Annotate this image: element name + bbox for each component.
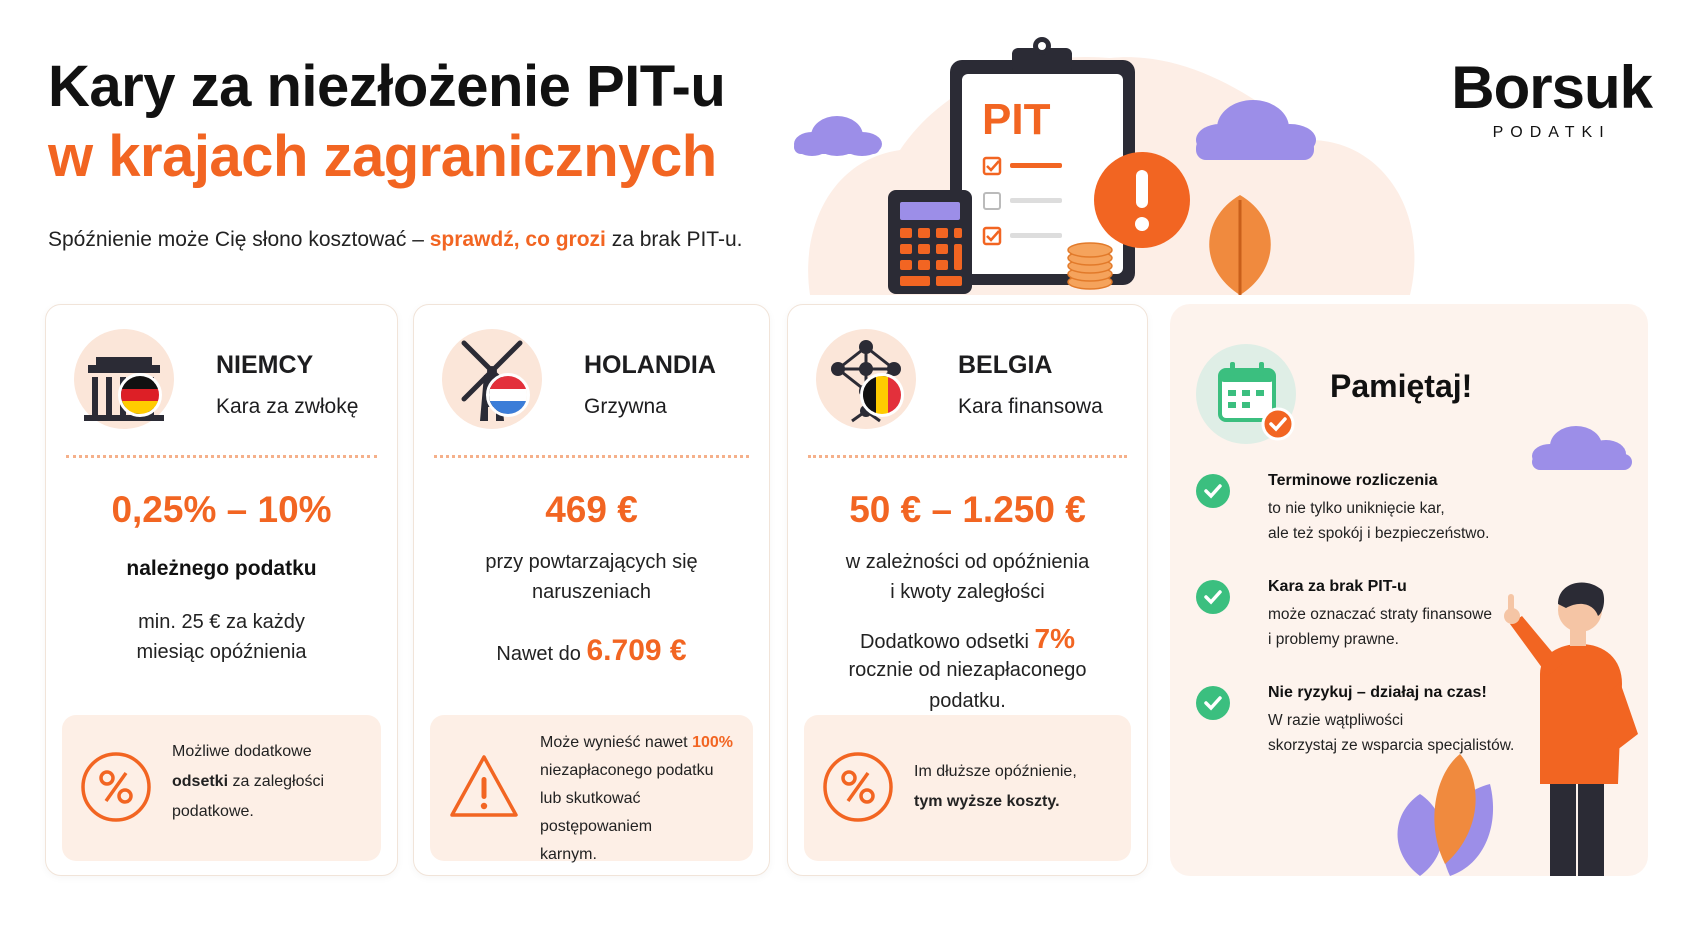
- penalty-amount: 50 € – 1.250 €: [849, 489, 1086, 530]
- note-bold: tym wyższe koszty.: [914, 793, 1060, 810]
- note-line-1: [540, 729, 741, 757]
- amount-detail-1: przy powtarzających się: [485, 551, 698, 573]
- cloud-icon: [1526, 424, 1636, 474]
- card-country: HOLANDIA: [584, 351, 716, 379]
- brand-name: Borsuk: [1451, 54, 1652, 121]
- tip-body-line-2: ale też spokój i bezpieczeństwo.: [1268, 525, 1490, 542]
- subtitle-post: za brak PIT-u.: [605, 228, 743, 251]
- amount-caption: należnego podatku: [126, 557, 317, 580]
- tip-title: Kara za brak PIT-u: [1268, 578, 1407, 595]
- card-divider: [808, 455, 1127, 458]
- interest-value: 7%: [1034, 623, 1075, 654]
- note-rest: za zaległości: [228, 773, 325, 790]
- tip-body-line-1: to nie tylko uniknięcie kar,: [1268, 500, 1445, 517]
- note-line-2: [172, 767, 369, 797]
- page-subtitle: [48, 228, 742, 252]
- tip-title: Nie ryzykuj – działaj na czas!: [1268, 684, 1487, 701]
- page-title-line-2: w krajach zagranicznych: [48, 124, 717, 189]
- card-penalty-type: Kara finansowa: [958, 395, 1103, 418]
- note-line-1: Możliwe dodatkowe: [172, 743, 312, 760]
- check-icon: [1196, 580, 1230, 614]
- interest-line: [808, 623, 1127, 658]
- subtitle-highlight: sprawdź, co grozi: [429, 228, 606, 251]
- calendar-icon: [1196, 344, 1296, 444]
- remember-panel: [1170, 304, 1648, 876]
- amount-detail-2: miesiąc opóźnienia: [136, 641, 307, 663]
- alert-icon: [1094, 152, 1190, 248]
- check-icon: [1196, 686, 1230, 720]
- tip-body: [1268, 496, 1489, 546]
- hero-illustration: [790, 30, 1470, 295]
- brand-logo: [1451, 56, 1652, 142]
- page-title-line-1: Kary za niezłożenie PIT-u: [48, 54, 726, 119]
- netherlands-flag-icon: [486, 373, 530, 417]
- remember-title: Pamiętaj!: [1330, 368, 1473, 404]
- card-note: [62, 715, 381, 861]
- cloud-icon: [794, 116, 882, 156]
- card-divider: [66, 455, 377, 458]
- card-note: [804, 715, 1131, 861]
- card-penalty-type: Grzywna: [584, 395, 667, 418]
- interest-pre: Dodatkowo odsetki: [859, 631, 1035, 653]
- note-text: [914, 757, 1119, 817]
- max-amount-value: 6.709 €: [586, 634, 687, 667]
- note-bold: odsetki: [172, 773, 229, 790]
- note-line-3: lub skutkować postępowaniem: [540, 790, 653, 835]
- penalty-amount: 469 €: [545, 489, 638, 530]
- note-line-2: niezapłaconego podatku: [540, 762, 714, 779]
- clipboard-label: PIT: [982, 95, 1051, 144]
- tip-body-line-2: skorzystaj ze wsparcia specjalistów.: [1268, 737, 1515, 754]
- amount-detail-2: i kwoty zaległości: [890, 581, 1045, 603]
- penalty-amount: 0,25% – 10%: [111, 489, 332, 530]
- coins-icon: [1068, 243, 1112, 289]
- amount-detail-1: min. 25 € za każdy: [138, 611, 305, 633]
- country-card-belgia: [787, 304, 1148, 876]
- max-amount-line: [434, 635, 749, 670]
- amount-detail-1: w zależności od opóźnienia: [845, 551, 1090, 573]
- note-line-3: podatkowe.: [172, 803, 254, 820]
- note-pre: Może wynieść nawet: [540, 734, 693, 751]
- card-divider: [434, 455, 749, 458]
- tip-body-line-1: W razie wątpliwości: [1268, 712, 1404, 729]
- card-country: NIEMCY: [216, 351, 314, 379]
- tip-body-line-2: i problemy prawne.: [1268, 631, 1399, 648]
- subtitle-pre: Spóźnienie może Cię słono kosztować –: [48, 228, 430, 251]
- card-penalty-type: Kara za zwłokę: [216, 395, 359, 418]
- note-line-4: karnym.: [540, 846, 597, 863]
- card-note: [430, 715, 753, 861]
- warning-icon: [448, 751, 520, 823]
- plant-icon: [1398, 754, 1494, 876]
- germany-flag-icon: [118, 373, 162, 417]
- card-country: BELGIA: [958, 351, 1053, 379]
- country-card-holandia: [413, 304, 770, 876]
- tip-title: Terminowe rozliczenia: [1268, 472, 1438, 489]
- note-line-2: [914, 787, 1119, 817]
- note-text: [540, 729, 741, 869]
- percent-icon: [822, 751, 894, 823]
- note-highlight: 100%: [692, 734, 733, 751]
- calculator-icon: [888, 190, 972, 294]
- country-card-niemcy: [45, 304, 398, 876]
- tip-body-line-1: może oznaczać straty finansowe: [1268, 606, 1492, 623]
- check-icon: [1196, 474, 1230, 508]
- max-amount-pre: Nawet do: [496, 643, 587, 665]
- amount-detail-2: naruszeniach: [532, 581, 651, 603]
- percent-icon: [80, 751, 152, 823]
- note-line-1: Im dłuższe opóźnienie,: [914, 763, 1077, 780]
- brand-sub: PODATKI: [1492, 124, 1611, 141]
- belgium-flag-icon: [860, 373, 904, 417]
- note-text: [172, 737, 369, 827]
- interest-detail: rocznie od niezapłaconego podatku.: [848, 659, 1087, 712]
- person-illustration: [1390, 564, 1648, 876]
